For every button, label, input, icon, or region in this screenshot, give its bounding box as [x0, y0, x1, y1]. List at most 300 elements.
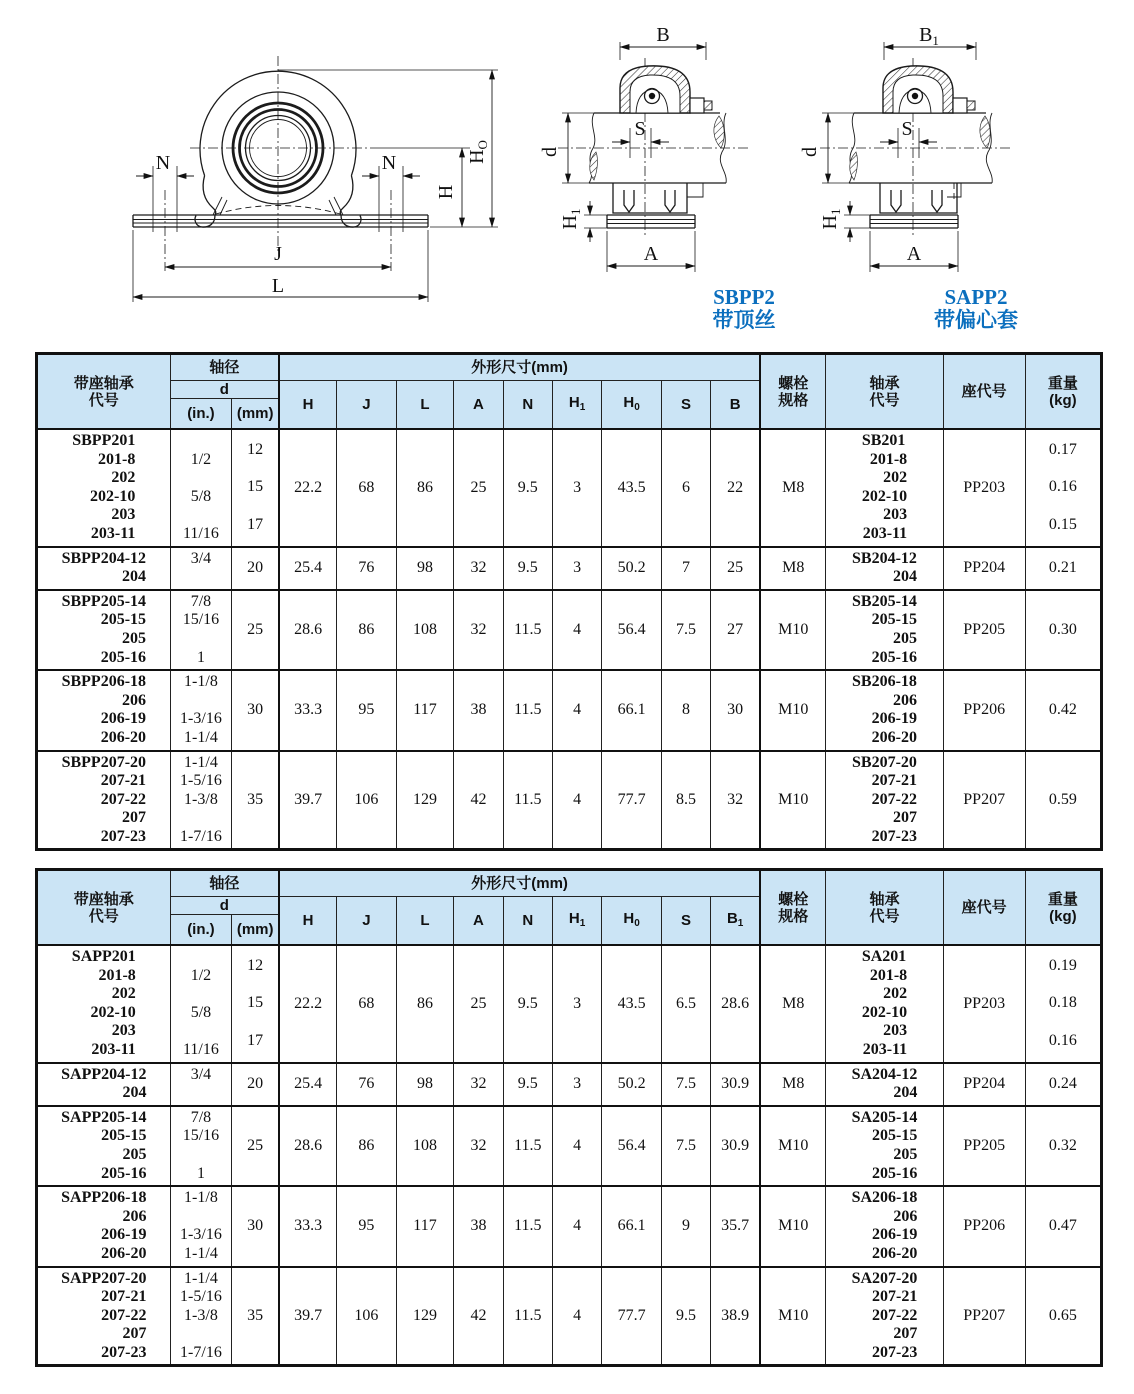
shaft-dia-inch-line: 1-1/4 [184, 1244, 218, 1262]
weight-cell: 0.21 [1025, 547, 1101, 590]
dimension-value-cell: 28.6 [279, 590, 337, 670]
dimension-value-cell: 68 [337, 429, 397, 547]
col-header-dim [552, 897, 601, 946]
code-line: 205 [122, 1145, 147, 1163]
bolt-size-cell: M10 [760, 751, 826, 850]
b1-sub: 1 [932, 33, 939, 48]
code-stack [852, 1109, 918, 1183]
code-line: 205 [892, 629, 917, 647]
col-header-weight [1025, 354, 1101, 430]
shaft-dia-mm-cell: 30 [232, 670, 279, 750]
shaft-dia-inch-line: 1-3/16 [180, 1226, 222, 1244]
table-row [37, 1267, 1102, 1366]
code-line: 206-20 [872, 1244, 918, 1262]
dimension-value-cell: 4 [552, 670, 601, 750]
code-line: SAPP206-18 [61, 1189, 147, 1207]
bolt-size-cell: M10 [760, 590, 826, 670]
col-header-mm: (mm) [232, 915, 279, 946]
shaft-dia-mm-cell: 20 [232, 1063, 279, 1106]
housing-code-cell: PP205 [943, 590, 1025, 670]
dim-letter: H [623, 909, 635, 927]
dimension-value-cell: 38.9 [711, 1267, 760, 1366]
code-line: 206 [892, 691, 917, 709]
col-header-shaft-dia: 轴径 [170, 870, 279, 897]
shaft-dia-inch-line: 1-7/16 [180, 1343, 222, 1361]
shaft-dia-inch-line: 1-3/16 [180, 710, 222, 728]
shaft-dia-inch-cell [170, 1267, 232, 1366]
dimension-value-cell: 7.5 [661, 590, 710, 670]
col-header-code-line: 代号 [88, 391, 119, 409]
shaft-dia-inch-line [171, 1022, 232, 1041]
table-row [37, 670, 1102, 750]
shaft-dia-mm-line: 15 [247, 478, 264, 496]
dim-label-n-left: N [155, 152, 171, 174]
code-line: 203-11 [90, 524, 136, 542]
dim-letter: B [726, 909, 738, 927]
bearing-unit-code-cell [37, 1106, 171, 1186]
col-header-bearing-line: 代号 [869, 391, 900, 409]
dimension-value-cell: 43.5 [602, 429, 662, 547]
code-stack [72, 948, 136, 1060]
weight-cell: 0.30 [1025, 590, 1101, 670]
code-stack [62, 593, 146, 667]
code-line: 204 [122, 1084, 147, 1102]
dimension-value-cell: 68 [337, 945, 397, 1063]
shaft-dia-inch-line [171, 630, 232, 649]
table-row [37, 1186, 1102, 1266]
code-line: 206-20 [100, 728, 147, 746]
dim-label-h: H [435, 184, 457, 200]
dimension-value-cell: 30.9 [711, 1106, 760, 1186]
col-header-dim: H [279, 897, 337, 946]
code-line: 202 [111, 469, 136, 487]
col-header-dim: H [279, 381, 337, 430]
col-header-weight-line: (kg) [1049, 907, 1077, 925]
weight-cell: 0.24 [1025, 1063, 1101, 1106]
shaft-dia-mm-line: 12 [247, 441, 264, 459]
dimension-value-cell: 3 [552, 945, 601, 1063]
col-header-code-line: 代号 [88, 907, 119, 925]
col-header-dim [602, 897, 662, 946]
dim-label-d: d [539, 147, 561, 157]
shaft-dia-inch-line: 1-1/4 [184, 1269, 218, 1287]
housing-code-cell: PP207 [943, 751, 1025, 850]
dimension-value-cell: 3 [552, 547, 601, 590]
code-line: SA206-18 [851, 1189, 918, 1207]
code-line: 207 [893, 1325, 918, 1343]
col-header-dim: N [503, 897, 552, 946]
code-stack [852, 1066, 918, 1103]
shaft-dia-mm-cell: 35 [232, 1267, 279, 1366]
code-line: 205-16 [101, 1164, 147, 1182]
dimension-value-cell: 4 [552, 751, 601, 850]
code-line: 207-21 [871, 772, 917, 790]
dim-label-s: S [901, 118, 913, 140]
bolt-size-cell: M10 [760, 1186, 826, 1266]
dim-label-a: A [643, 243, 659, 265]
dimension-value-cell: 4 [552, 590, 601, 670]
shaft-dia-inch-line: 7/8 [190, 592, 212, 610]
col-header-dim [552, 381, 601, 430]
bearing-cap [883, 66, 975, 113]
dim-letter: H [568, 909, 580, 927]
code-line: 207-22 [871, 790, 917, 808]
code-line: 203-11 [91, 1040, 136, 1058]
code-line: 203 [883, 506, 908, 524]
table-row [37, 1106, 1102, 1186]
sbpp-model-caption: SBPP2 [713, 285, 775, 309]
table-row [37, 1063, 1102, 1106]
spacer [1026, 497, 1100, 516]
dim-label-s: S [634, 118, 646, 140]
code-line: 205-15 [872, 1127, 918, 1145]
dimension-value-cell: 11.5 [503, 751, 552, 850]
code-line: 201-8 [869, 966, 908, 984]
dimension-value-cell: 8 [661, 670, 710, 750]
bolt-size-cell: M10 [760, 670, 826, 750]
code-line: 205-15 [101, 1127, 147, 1145]
dimension-value-cell: 86 [337, 590, 397, 670]
dimension-value-cell: 28.6 [279, 1106, 337, 1186]
code-line: 201-8 [98, 450, 136, 468]
code-line: SB206-18 [852, 673, 917, 691]
table-row [37, 751, 1102, 850]
dimension-labels [156, 140, 490, 297]
dimension-value-cell: 22 [711, 429, 760, 547]
bearing-code-cell [826, 429, 943, 547]
bearing-unit-code-cell [37, 1186, 171, 1266]
col-header-d: d [170, 897, 279, 915]
bearing-code-cell [826, 1186, 943, 1266]
col-header-inch: (in.) [170, 915, 232, 946]
dimension-value-cell: 7 [661, 547, 710, 590]
code-stack [852, 550, 917, 587]
shaft-dia-inch-line [171, 985, 232, 1004]
dim-subscript: 1 [579, 917, 586, 929]
front-view-drawing [30, 15, 510, 350]
code-line: 202 [883, 469, 908, 487]
shaft-dia-inch-line: 1/2 [190, 450, 212, 468]
table-row [37, 547, 1102, 590]
col-header-code [37, 870, 171, 946]
code-line: 206-19 [871, 710, 917, 728]
dimension-value-cell: 22.2 [279, 945, 337, 1063]
housing-code-cell: PP206 [943, 1186, 1025, 1266]
col-header-weight-line: (kg) [1049, 391, 1077, 409]
col-header-bearing-line: 轴承 [869, 374, 900, 392]
code-stack [852, 673, 917, 747]
bearing-cap [620, 66, 712, 113]
code-stack [61, 1189, 146, 1263]
dimension-value-cell: 30.9 [711, 1063, 760, 1106]
shaft-dia-mm-cell [232, 945, 279, 1063]
dimension-value-cell: 66.1 [602, 1186, 662, 1266]
dim-label-a: A [906, 243, 922, 265]
dimension-value-cell: 3 [552, 429, 601, 547]
dim-label-d: d [799, 147, 821, 157]
weight-line: 0.19 [1048, 957, 1077, 975]
code-line: SAPP204-12 [61, 1065, 147, 1083]
code-line: 205 [122, 629, 147, 647]
dimension-value-cell: 32 [454, 1063, 503, 1106]
code-line: 202-10 [90, 1003, 136, 1021]
shaft-dia-mm-cell: 25 [232, 1106, 279, 1186]
spacer [232, 976, 278, 995]
dimension-value-cell: 7.5 [661, 1106, 710, 1186]
code-line: 207-21 [872, 1288, 918, 1306]
dimension-value-cell: 50.2 [602, 547, 662, 590]
code-line: SB207-20 [852, 753, 917, 771]
dim-subscript: 1 [579, 401, 586, 413]
housing-body [880, 183, 961, 213]
code-line: 207-23 [871, 827, 917, 845]
col-header-dim: N [503, 381, 552, 430]
dimension-value-cell: 11.5 [503, 1267, 552, 1366]
shaft-dia-inch-line [171, 469, 232, 488]
shaft-dia-inch-line [171, 1208, 232, 1227]
table-row [37, 429, 1102, 547]
dim-label-b1 [919, 24, 939, 48]
code-line: SBPP204-12 [61, 549, 147, 567]
shaft-dia-inch-line: 1-5/16 [180, 1288, 222, 1306]
bearing-code-cell [826, 670, 943, 750]
col-header-dim: A [454, 897, 503, 946]
dimension-value-cell: 108 [396, 590, 454, 670]
col-header-weight-line: 重量 [1047, 890, 1078, 908]
sbpp-side-view-drawing [540, 15, 860, 335]
code-stack [62, 754, 146, 847]
sapp-spec-table [35, 868, 1103, 1367]
dimension-value-cell: 98 [396, 1063, 454, 1106]
dim-subscript: 0 [634, 401, 640, 413]
dimension-value-cell: 32 [454, 547, 503, 590]
code-line: 207-23 [872, 1343, 918, 1361]
shaft-dia-inch-cell [170, 945, 232, 1063]
housing-code-cell: PP205 [943, 1106, 1025, 1186]
shaft-dia-inch-cell [170, 1186, 232, 1266]
shaft-dia-inch-line [171, 568, 232, 587]
h0-base: H [466, 149, 488, 164]
dim-letter: H [568, 393, 580, 411]
dim-label-j: J [274, 243, 282, 265]
bearing-code-cell [826, 1063, 943, 1106]
code-line: 203 [883, 1022, 908, 1040]
shaft-dia-mm-line: 12 [247, 957, 264, 975]
dimension-value-cell: 25.4 [279, 547, 337, 590]
shaft-dia-inch-line [171, 506, 232, 525]
shaft-dia-inch-line: 1-1/8 [184, 1189, 218, 1207]
dimension-value-cell: 56.4 [602, 1106, 662, 1186]
code-line: 203-11 [862, 524, 908, 542]
col-header-weight-line: 重量 [1047, 374, 1078, 392]
dimension-value-cell: 117 [396, 670, 454, 750]
shaft-dia-inch-line: 1-1/4 [184, 753, 218, 771]
code-line: SBPP207-20 [61, 753, 147, 771]
caption [713, 285, 776, 332]
sapp-feature-caption: 带偏心套 [934, 308, 1018, 332]
dimension-value-cell: 22.2 [279, 429, 337, 547]
bearing-code-cell [826, 945, 943, 1063]
code-line: 207-23 [100, 827, 147, 845]
code-line: SA205-14 [851, 1108, 918, 1126]
code-stack [62, 673, 146, 747]
shaft-dia-inch-line: 3/4 [190, 1065, 212, 1083]
code-line: SB204-12 [852, 549, 917, 567]
col-header-inch: (in.) [170, 399, 232, 430]
code-stack [72, 432, 135, 544]
shaft-dia-inch-line: 7/8 [190, 1108, 212, 1126]
dimension-value-cell: 25 [454, 945, 503, 1063]
dimension-value-cell: 35.7 [711, 1186, 760, 1266]
shaft-dia-inch-line: 1 [196, 1164, 205, 1182]
bolt-size-cell: M10 [760, 1106, 826, 1186]
code-line: SBPP206-18 [61, 673, 147, 691]
code-line: 202-10 [90, 487, 136, 505]
dim-label-n-right: N [381, 152, 397, 174]
dimension-labels [539, 24, 670, 265]
dim-letter: H [623, 393, 635, 411]
col-header-code-line: 带座轴承 [73, 890, 134, 908]
shaft-dia-inch-line [171, 432, 232, 451]
code-stack [61, 1109, 146, 1183]
dimension-value-cell: 27 [711, 590, 760, 670]
bearing-code-cell [826, 547, 943, 590]
code-line: 204 [892, 568, 917, 586]
code-line: 202 [111, 985, 136, 1003]
code-line: 205-16 [100, 648, 147, 666]
dimension-value-cell: 25.4 [279, 1063, 337, 1106]
shaft-dia-mm-line: 17 [247, 1031, 264, 1049]
code-stack [862, 948, 907, 1060]
col-header-dim: A [454, 381, 503, 430]
code-line: 207-21 [100, 772, 147, 790]
dimension-value-cell: 39.7 [279, 751, 337, 850]
dimension-value-cell: 42 [454, 1267, 503, 1366]
dimension-value-cell: 9 [661, 1186, 710, 1266]
code-line: SAPP201 [71, 948, 136, 965]
dimension-value-cell: 7.5 [661, 1063, 710, 1106]
shaft-dia-mm-cell: 30 [232, 1186, 279, 1266]
bolt-size-cell: M8 [760, 547, 826, 590]
weight-cell: 0.32 [1025, 1106, 1101, 1186]
dim-subscript: 1 [737, 917, 744, 929]
weight-line: 0.18 [1048, 994, 1077, 1012]
dimension-value-cell: 56.4 [602, 590, 662, 670]
code-line: SA204-12 [851, 1065, 918, 1083]
shaft-dia-inch-line [171, 1084, 232, 1103]
code-line: 204 [893, 1084, 918, 1102]
housing-body [613, 183, 703, 213]
dimension-value-cell: 25 [711, 547, 760, 590]
shaft-dia-mm-cell: 20 [232, 547, 279, 590]
dimension-value-cell: 86 [396, 945, 454, 1063]
bolt-size-cell: M8 [760, 1063, 826, 1106]
dimension-value-cell: 77.7 [602, 1267, 662, 1366]
housing-code-cell: PP207 [943, 1267, 1025, 1366]
shaft-dia-inch-line: 15/16 [182, 611, 220, 629]
dimension-value-cell: 129 [396, 1267, 454, 1366]
housing-code-cell: PP204 [943, 547, 1025, 590]
code-line: 203-11 [862, 1040, 908, 1058]
h1-base: H [559, 215, 581, 230]
col-header-dim: S [661, 897, 710, 946]
bearing-code-cell [826, 1267, 943, 1366]
h1-sub: 1 [568, 208, 583, 216]
code-line: 203 [111, 1022, 136, 1040]
shaft-dia-inch-line [171, 692, 232, 711]
dimension-value-cell: 129 [396, 751, 454, 850]
bolt-size-cell: M8 [760, 429, 826, 547]
code-line: 205-16 [872, 1164, 918, 1182]
spacer [232, 1013, 278, 1032]
base-plate [870, 215, 958, 228]
housing-code-cell: PP204 [943, 1063, 1025, 1106]
shaft-dia-inch-line: 5/8 [190, 1003, 212, 1021]
bearing-unit-code-cell [37, 1063, 171, 1106]
col-header-bolt-line: 规格 [778, 907, 809, 925]
weight-cell: 0.59 [1025, 751, 1101, 850]
weight-cell [1025, 429, 1101, 547]
dimension-value-cell: 32 [711, 751, 760, 850]
code-stack [852, 1270, 918, 1363]
code-line: SAPP207-20 [61, 1269, 147, 1287]
shaft-dia-inch-line: 1-1/8 [184, 673, 218, 691]
dimension-value-cell: 95 [337, 1186, 397, 1266]
shaft-dia-inch-cell [170, 590, 232, 670]
dimension-value-cell: 4 [552, 1267, 601, 1366]
code-line: 202 [883, 985, 908, 1003]
col-header-dim: J [337, 897, 397, 946]
code-line: SBPP205-14 [61, 592, 147, 610]
weight-cell: 0.47 [1025, 1186, 1101, 1266]
code-stack [62, 550, 146, 587]
code-line: 207 [122, 1325, 147, 1343]
shaft-dia-inch-cell [170, 1106, 232, 1186]
bearing-code-cell [826, 751, 943, 850]
code-line: SB205-14 [852, 592, 917, 610]
dimension-value-cell: 108 [396, 1106, 454, 1186]
col-header-dim: S [661, 381, 710, 430]
dimension-value-cell: 86 [337, 1106, 397, 1186]
code-line: 201-8 [98, 966, 136, 984]
dimension-value-cell: 9.5 [661, 1267, 710, 1366]
dimension-value-cell: 43.5 [602, 945, 662, 1063]
h1-base: H [819, 215, 841, 230]
shaft-dia-inch-line [171, 948, 232, 967]
dimension-value-cell: 11.5 [503, 590, 552, 670]
dimension-value-cell: 30 [711, 670, 760, 750]
shaft-dia-inch-line: 1-1/4 [184, 728, 218, 746]
col-header-housing: 座代号 [943, 354, 1025, 430]
shaft-dia-inch-cell [170, 670, 232, 750]
spacer [232, 460, 278, 479]
dimension-value-cell: 42 [454, 751, 503, 850]
shaft-dia-inch-cell [170, 1063, 232, 1106]
col-header-dim: B [711, 381, 760, 430]
shaft-dia-inch-line: 11/16 [183, 524, 219, 542]
code-line: 201-8 [869, 450, 908, 468]
code-line: 206 [893, 1207, 918, 1225]
dimension-value-cell: 32 [454, 590, 503, 670]
shaft-dia-inch-cell [170, 547, 232, 590]
dimension-value-cell: 86 [396, 429, 454, 547]
col-header-bearing [826, 870, 943, 946]
dimension-value-cell: 9.5 [503, 547, 552, 590]
dimension-value-cell: 6 [661, 429, 710, 547]
bearing-unit-code-cell [37, 670, 171, 750]
code-line: 206-20 [101, 1244, 147, 1262]
weight-cell: 0.65 [1025, 1267, 1101, 1366]
